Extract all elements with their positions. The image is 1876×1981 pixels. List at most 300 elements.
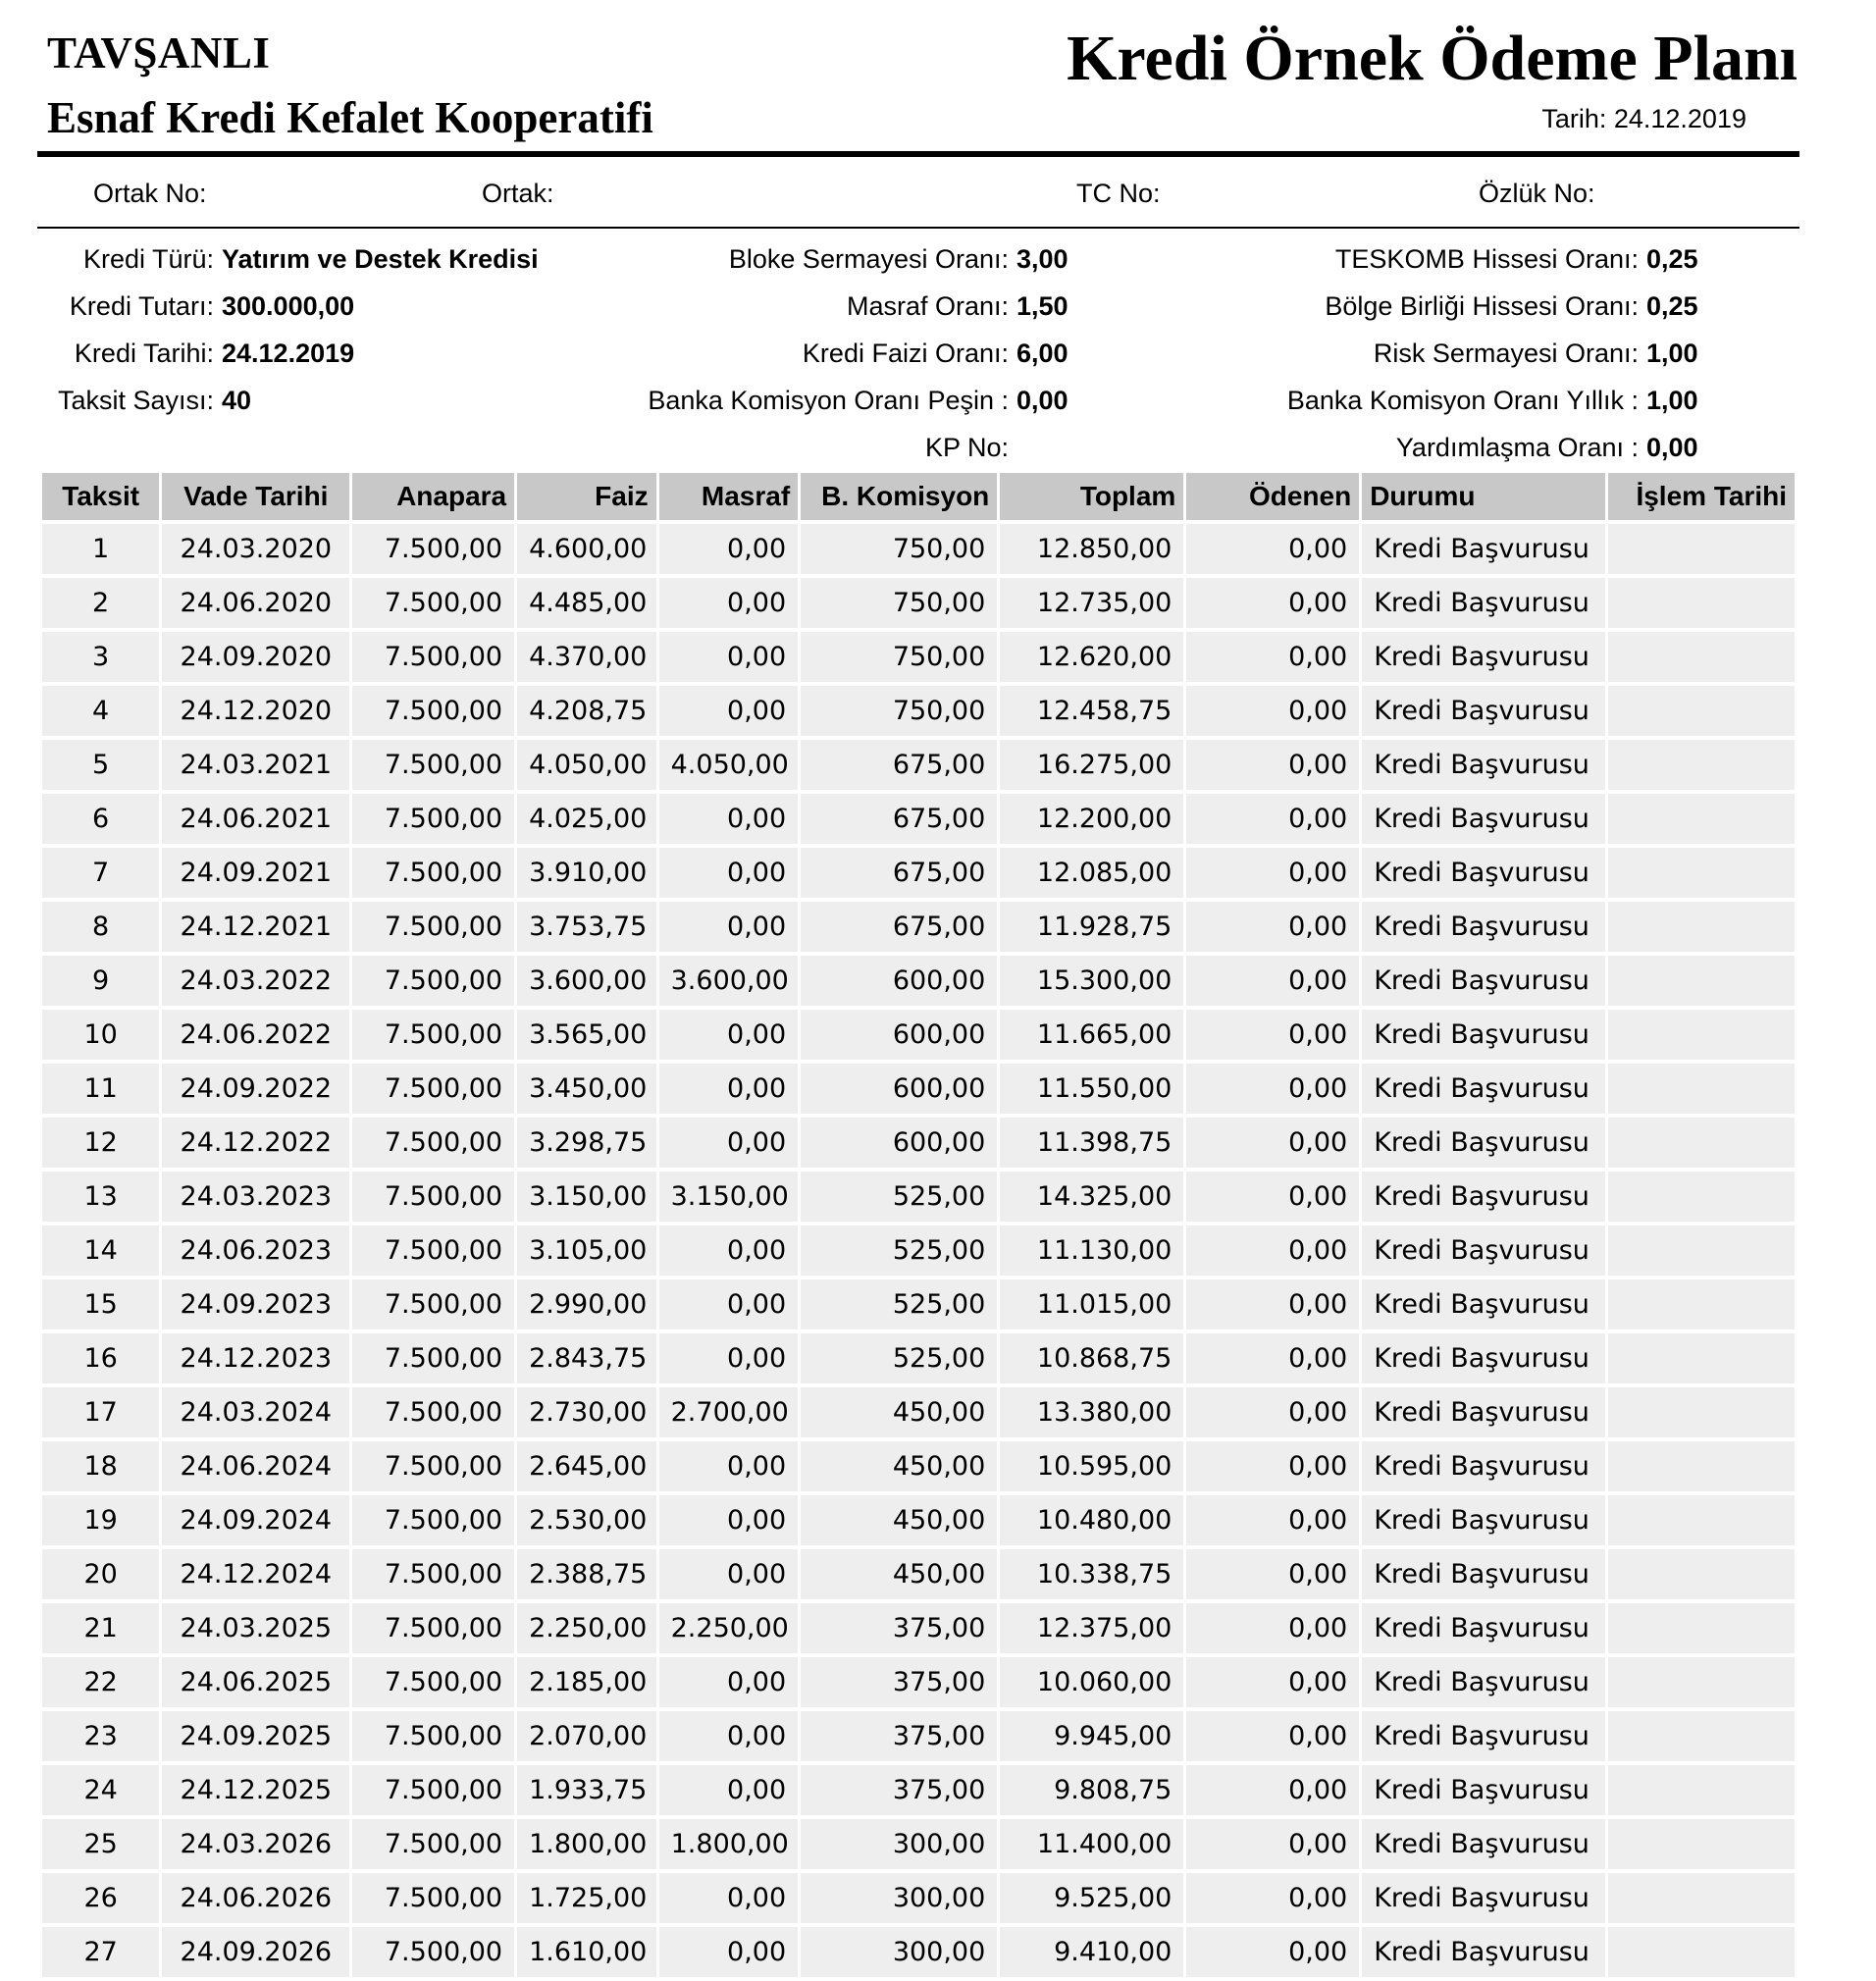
kredi-tutari-label: Kredi Tutarı: xyxy=(69,291,214,321)
table-row xyxy=(42,1873,1795,1923)
cell-odenen: 0,00 xyxy=(1186,1333,1359,1383)
header-odenen: Ödenen xyxy=(1186,473,1359,520)
cell-b-komisyon: 525,00 xyxy=(801,1333,997,1383)
cell-islem-tarihi xyxy=(1608,1172,1795,1222)
cell-islem-tarihi xyxy=(1608,686,1795,736)
cell-masraf: 0,00 xyxy=(659,524,799,574)
cell-vade-tarihi: 24.06.2024 xyxy=(162,1441,349,1491)
ortak-no-label: Ortak No: xyxy=(93,179,207,208)
cell-islem-tarihi xyxy=(1608,578,1795,628)
kredi-turu-value: Yatırım ve Destek Kredisi xyxy=(222,244,539,274)
cell-vade-tarihi: 24.06.2023 xyxy=(162,1225,349,1276)
yardim-label: Yardımlaşma Oranı : xyxy=(1395,433,1639,462)
cell-durumu: Kredi Başvurusu xyxy=(1362,1279,1605,1329)
cell-odenen: 0,00 xyxy=(1186,1279,1359,1329)
cell-faiz: 2.388,75 xyxy=(517,1549,656,1599)
cell-faiz: 2.070,00 xyxy=(517,1711,656,1761)
kredi-tutari-value: 300.000,00 xyxy=(222,291,355,321)
table-row xyxy=(42,1549,1795,1599)
cell-toplam: 10.480,00 xyxy=(1000,1495,1183,1545)
cell-vade-tarihi: 24.03.2026 xyxy=(162,1819,349,1869)
cell-vade-tarihi: 24.06.2021 xyxy=(162,794,349,844)
member-rule xyxy=(37,227,1799,229)
table-row xyxy=(42,1495,1795,1545)
cell-toplam: 16.275,00 xyxy=(1000,740,1183,790)
cell-b-komisyon: 375,00 xyxy=(801,1765,997,1815)
cell-vade-tarihi: 24.03.2021 xyxy=(162,740,349,790)
cell-vade-tarihi: 24.09.2025 xyxy=(162,1711,349,1761)
cell-islem-tarihi xyxy=(1608,1711,1795,1761)
cell-islem-tarihi xyxy=(1608,1064,1795,1114)
header-islem-tarihi: İşlem Tarihi xyxy=(1608,473,1795,520)
bolge-label: Bölge Birliği Hissesi Oranı: xyxy=(1325,291,1639,321)
cell-masraf: 0,00 xyxy=(659,1225,799,1276)
cell-odenen: 0,00 xyxy=(1186,1387,1359,1437)
header-masraf: Masraf xyxy=(659,473,799,520)
kredi-tarihi-label: Kredi Tarihi: xyxy=(74,339,214,368)
cell-anapara: 7.500,00 xyxy=(352,1387,514,1437)
cell-islem-tarihi xyxy=(1608,1657,1795,1707)
cell-toplam: 12.375,00 xyxy=(1000,1603,1183,1653)
cell-faiz: 3.600,00 xyxy=(517,956,656,1006)
cell-b-komisyon: 300,00 xyxy=(801,1873,997,1923)
cell-taksit: 8 xyxy=(42,902,159,952)
cell-odenen: 0,00 xyxy=(1186,848,1359,898)
cell-masraf: 4.050,00 xyxy=(659,740,799,790)
cell-masraf: 0,00 xyxy=(659,1657,799,1707)
table-row xyxy=(42,1225,1795,1276)
cell-islem-tarihi xyxy=(1608,956,1795,1006)
cell-durumu: Kredi Başvurusu xyxy=(1362,524,1605,574)
cell-faiz: 2.530,00 xyxy=(517,1495,656,1545)
cell-masraf: 0,00 xyxy=(659,578,799,628)
table-row xyxy=(42,1765,1795,1815)
cell-durumu: Kredi Başvurusu xyxy=(1362,1172,1605,1222)
cell-taksit: 1 xyxy=(42,524,159,574)
cell-toplam: 12.200,00 xyxy=(1000,794,1183,844)
cell-b-komisyon: 375,00 xyxy=(801,1603,997,1653)
document-title: Kredi Örnek Ödeme Planı xyxy=(1067,23,1798,94)
cell-masraf: 0,00 xyxy=(659,1333,799,1383)
cell-durumu: Kredi Başvurusu xyxy=(1362,1549,1605,1599)
cell-durumu: Kredi Başvurusu xyxy=(1362,1657,1605,1707)
cell-toplam: 9.808,75 xyxy=(1000,1765,1183,1815)
cell-taksit: 5 xyxy=(42,740,159,790)
cell-taksit: 10 xyxy=(42,1010,159,1060)
cell-vade-tarihi: 24.12.2023 xyxy=(162,1333,349,1383)
cell-masraf: 2.250,00 xyxy=(659,1603,799,1653)
cell-b-komisyon: 750,00 xyxy=(801,686,997,736)
risk-label: Risk Sermayesi Oranı: xyxy=(1373,339,1639,368)
cell-islem-tarihi xyxy=(1608,1819,1795,1869)
table-row xyxy=(42,1819,1795,1869)
cell-taksit: 9 xyxy=(42,956,159,1006)
cell-durumu: Kredi Başvurusu xyxy=(1362,1441,1605,1491)
cell-vade-tarihi: 24.03.2024 xyxy=(162,1387,349,1437)
cell-odenen: 0,00 xyxy=(1186,1711,1359,1761)
cell-taksit: 27 xyxy=(42,1927,159,1977)
cell-vade-tarihi: 24.09.2024 xyxy=(162,1495,349,1545)
cell-b-komisyon: 675,00 xyxy=(801,794,997,844)
cell-vade-tarihi: 24.09.2026 xyxy=(162,1927,349,1977)
cell-toplam: 12.735,00 xyxy=(1000,578,1183,628)
cell-faiz: 2.645,00 xyxy=(517,1441,656,1491)
cell-vade-tarihi: 24.06.2022 xyxy=(162,1010,349,1060)
cell-toplam: 13.380,00 xyxy=(1000,1387,1183,1437)
cell-anapara: 7.500,00 xyxy=(352,1873,514,1923)
cell-vade-tarihi: 24.12.2025 xyxy=(162,1765,349,1815)
cell-toplam: 14.325,00 xyxy=(1000,1172,1183,1222)
cell-odenen: 0,00 xyxy=(1186,1441,1359,1491)
header-vade-tarihi: Vade Tarihi xyxy=(162,473,349,520)
cell-islem-tarihi xyxy=(1608,902,1795,952)
cell-masraf: 0,00 xyxy=(659,1441,799,1491)
cell-durumu: Kredi Başvurusu xyxy=(1362,1819,1605,1869)
table-row xyxy=(42,1387,1795,1437)
table-row xyxy=(42,1603,1795,1653)
cell-masraf: 0,00 xyxy=(659,1064,799,1114)
cell-faiz: 3.450,00 xyxy=(517,1064,656,1114)
cell-b-komisyon: 375,00 xyxy=(801,1711,997,1761)
org-name-line2: Esnaf Kredi Kefalet Kooperatifi xyxy=(47,93,653,142)
cell-anapara: 7.500,00 xyxy=(352,1225,514,1276)
cell-masraf: 0,00 xyxy=(659,848,799,898)
cell-faiz: 1.610,00 xyxy=(517,1927,656,1977)
cell-vade-tarihi: 24.12.2022 xyxy=(162,1118,349,1168)
cell-anapara: 7.500,00 xyxy=(352,794,514,844)
cell-masraf: 0,00 xyxy=(659,1873,799,1923)
cell-odenen: 0,00 xyxy=(1186,1064,1359,1114)
cell-taksit: 2 xyxy=(42,578,159,628)
cell-masraf: 0,00 xyxy=(659,902,799,952)
cell-taksit: 14 xyxy=(42,1225,159,1276)
cell-b-komisyon: 300,00 xyxy=(801,1927,997,1977)
cell-masraf: 0,00 xyxy=(659,1549,799,1599)
cell-durumu: Kredi Başvurusu xyxy=(1362,1495,1605,1545)
cell-islem-tarihi xyxy=(1608,794,1795,844)
cell-islem-tarihi xyxy=(1608,1441,1795,1491)
cell-anapara: 7.500,00 xyxy=(352,1441,514,1491)
cell-anapara: 7.500,00 xyxy=(352,1657,514,1707)
cell-faiz: 4.370,00 xyxy=(517,632,656,682)
cell-odenen: 0,00 xyxy=(1186,956,1359,1006)
cell-masraf: 0,00 xyxy=(659,1010,799,1060)
cell-b-komisyon: 750,00 xyxy=(801,578,997,628)
cell-toplam: 9.525,00 xyxy=(1000,1873,1183,1923)
cell-durumu: Kredi Başvurusu xyxy=(1362,632,1605,682)
table-row xyxy=(42,794,1795,844)
cell-islem-tarihi xyxy=(1608,848,1795,898)
header-anapara: Anapara xyxy=(352,473,514,520)
cell-anapara: 7.500,00 xyxy=(352,1765,514,1815)
table-row xyxy=(42,848,1795,898)
table-row xyxy=(42,740,1795,790)
cell-durumu: Kredi Başvurusu xyxy=(1362,794,1605,844)
cell-faiz: 3.150,00 xyxy=(517,1172,656,1222)
cell-faiz: 4.208,75 xyxy=(517,686,656,736)
document-date: Tarih: 24.12.2019 xyxy=(1541,104,1746,133)
cell-islem-tarihi xyxy=(1608,1873,1795,1923)
bolge-value: 0,25 xyxy=(1646,291,1698,321)
table-row xyxy=(42,578,1795,628)
banka-yillik-value: 1,00 xyxy=(1646,386,1698,415)
cell-b-komisyon: 600,00 xyxy=(801,1118,997,1168)
cell-anapara: 7.500,00 xyxy=(352,1927,514,1977)
org-name-line1: TAVŞANLI xyxy=(47,28,271,78)
cell-vade-tarihi: 24.12.2020 xyxy=(162,686,349,736)
cell-odenen: 0,00 xyxy=(1186,632,1359,682)
cell-toplam: 12.620,00 xyxy=(1000,632,1183,682)
cell-anapara: 7.500,00 xyxy=(352,902,514,952)
header-faiz: Faiz xyxy=(517,473,656,520)
payment-plan-table xyxy=(39,469,1798,1981)
cell-vade-tarihi: 24.06.2020 xyxy=(162,578,349,628)
cell-vade-tarihi: 24.09.2020 xyxy=(162,632,349,682)
cell-taksit: 19 xyxy=(42,1495,159,1545)
table-row xyxy=(42,1172,1795,1222)
cell-b-komisyon: 525,00 xyxy=(801,1279,997,1329)
cell-masraf: 2.700,00 xyxy=(659,1387,799,1437)
cell-vade-tarihi: 24.06.2025 xyxy=(162,1657,349,1707)
cell-odenen: 0,00 xyxy=(1186,1657,1359,1707)
cell-durumu: Kredi Başvurusu xyxy=(1362,1010,1605,1060)
bloke-label: Bloke Sermayesi Oranı: xyxy=(728,244,1009,274)
kredi-tarihi-value: 24.12.2019 xyxy=(222,339,355,368)
cell-faiz: 4.025,00 xyxy=(517,794,656,844)
cell-anapara: 7.500,00 xyxy=(352,1172,514,1222)
cell-taksit: 24 xyxy=(42,1765,159,1815)
cell-anapara: 7.500,00 xyxy=(352,1711,514,1761)
cell-taksit: 15 xyxy=(42,1279,159,1329)
cell-durumu: Kredi Başvurusu xyxy=(1362,1765,1605,1815)
cell-masraf: 0,00 xyxy=(659,632,799,682)
banka-pesin-label: Banka Komisyon Oranı Peşin : xyxy=(648,386,1009,415)
cell-anapara: 7.500,00 xyxy=(352,1064,514,1114)
cell-islem-tarihi xyxy=(1608,524,1795,574)
teskomb-value: 0,25 xyxy=(1646,244,1698,274)
cell-anapara: 7.500,00 xyxy=(352,1603,514,1653)
cell-odenen: 0,00 xyxy=(1186,686,1359,736)
cell-toplam: 11.928,75 xyxy=(1000,902,1183,952)
tc-no-label: TC No: xyxy=(1076,179,1161,208)
cell-anapara: 7.500,00 xyxy=(352,1495,514,1545)
cell-toplam: 10.060,00 xyxy=(1000,1657,1183,1707)
cell-b-komisyon: 600,00 xyxy=(801,1010,997,1060)
cell-toplam: 12.458,75 xyxy=(1000,686,1183,736)
cell-durumu: Kredi Başvurusu xyxy=(1362,740,1605,790)
table-row xyxy=(42,1279,1795,1329)
cell-b-komisyon: 675,00 xyxy=(801,902,997,952)
cell-masraf: 0,00 xyxy=(659,1279,799,1329)
cell-vade-tarihi: 24.09.2023 xyxy=(162,1279,349,1329)
masraf-label: Masraf Oranı: xyxy=(846,291,1009,321)
cell-toplam: 11.398,75 xyxy=(1000,1118,1183,1168)
cell-vade-tarihi: 24.03.2022 xyxy=(162,956,349,1006)
kredi-turu-label: Kredi Türü: xyxy=(82,244,214,274)
table-row xyxy=(42,1711,1795,1761)
table-row xyxy=(42,1064,1795,1114)
cell-islem-tarihi xyxy=(1608,632,1795,682)
table-row xyxy=(42,632,1795,682)
cell-faiz: 1.933,75 xyxy=(517,1765,656,1815)
cell-toplam: 9.410,00 xyxy=(1000,1927,1183,1977)
cell-odenen: 0,00 xyxy=(1186,740,1359,790)
cell-masraf: 0,00 xyxy=(659,1765,799,1815)
cell-durumu: Kredi Başvurusu xyxy=(1362,1603,1605,1653)
cell-taksit: 11 xyxy=(42,1064,159,1114)
cell-durumu: Kredi Başvurusu xyxy=(1362,1225,1605,1276)
cell-durumu: Kredi Başvurusu xyxy=(1362,1064,1605,1114)
header-durumu: Durumu xyxy=(1362,473,1605,520)
cell-vade-tarihi: 24.12.2024 xyxy=(162,1549,349,1599)
header-rule xyxy=(37,151,1799,157)
cell-durumu: Kredi Başvurusu xyxy=(1362,1387,1605,1437)
faiz-label: Kredi Faizi Oranı: xyxy=(802,339,1009,368)
cell-b-komisyon: 450,00 xyxy=(801,1441,997,1491)
cell-odenen: 0,00 xyxy=(1186,1118,1359,1168)
cell-masraf: 0,00 xyxy=(659,1495,799,1545)
cell-faiz: 2.990,00 xyxy=(517,1279,656,1329)
cell-masraf: 3.150,00 xyxy=(659,1172,799,1222)
cell-taksit: 23 xyxy=(42,1711,159,1761)
cell-masraf: 0,00 xyxy=(659,1711,799,1761)
cell-islem-tarihi xyxy=(1608,1279,1795,1329)
cell-odenen: 0,00 xyxy=(1186,524,1359,574)
cell-b-komisyon: 525,00 xyxy=(801,1172,997,1222)
cell-faiz: 4.485,00 xyxy=(517,578,656,628)
teskomb-label: TESKOMB Hissesi Oranı: xyxy=(1334,244,1639,274)
cell-islem-tarihi xyxy=(1608,1549,1795,1599)
kp-no-label: KP No: xyxy=(924,433,1009,462)
masraf-value: 1,50 xyxy=(1016,291,1068,321)
cell-vade-tarihi: 24.09.2022 xyxy=(162,1064,349,1114)
cell-anapara: 7.500,00 xyxy=(352,848,514,898)
cell-toplam: 12.085,00 xyxy=(1000,848,1183,898)
cell-anapara: 7.500,00 xyxy=(352,1549,514,1599)
cell-durumu: Kredi Başvurusu xyxy=(1362,1873,1605,1923)
cell-faiz: 4.600,00 xyxy=(517,524,656,574)
bloke-value: 3,00 xyxy=(1016,244,1068,274)
cell-faiz: 2.250,00 xyxy=(517,1603,656,1653)
cell-odenen: 0,00 xyxy=(1186,1603,1359,1653)
cell-odenen: 0,00 xyxy=(1186,1549,1359,1599)
cell-durumu: Kredi Başvurusu xyxy=(1362,578,1605,628)
cell-b-komisyon: 300,00 xyxy=(801,1819,997,1869)
cell-odenen: 0,00 xyxy=(1186,1495,1359,1545)
cell-faiz: 2.185,00 xyxy=(517,1657,656,1707)
cell-toplam: 10.868,75 xyxy=(1000,1333,1183,1383)
cell-toplam: 10.338,75 xyxy=(1000,1549,1183,1599)
cell-faiz: 1.725,00 xyxy=(517,1873,656,1923)
cell-taksit: 7 xyxy=(42,848,159,898)
cell-anapara: 7.500,00 xyxy=(352,740,514,790)
cell-odenen: 0,00 xyxy=(1186,1873,1359,1923)
cell-vade-tarihi: 24.03.2025 xyxy=(162,1603,349,1653)
cell-durumu: Kredi Başvurusu xyxy=(1362,1711,1605,1761)
cell-anapara: 7.500,00 xyxy=(352,524,514,574)
cell-masraf: 1.800,00 xyxy=(659,1819,799,1869)
table-row xyxy=(42,902,1795,952)
cell-taksit: 20 xyxy=(42,1549,159,1599)
cell-durumu: Kredi Başvurusu xyxy=(1362,902,1605,952)
cell-taksit: 16 xyxy=(42,1333,159,1383)
table-row xyxy=(42,1657,1795,1707)
banka-yillik-label: Banka Komisyon Oranı Yıllık : xyxy=(1286,386,1639,415)
cell-faiz: 3.565,00 xyxy=(517,1010,656,1060)
cell-durumu: Kredi Başvurusu xyxy=(1362,1333,1605,1383)
table-row xyxy=(42,1441,1795,1491)
table-row xyxy=(42,956,1795,1006)
cell-taksit: 26 xyxy=(42,1873,159,1923)
cell-faiz: 2.730,00 xyxy=(517,1387,656,1437)
cell-b-komisyon: 750,00 xyxy=(801,632,997,682)
cell-toplam: 11.400,00 xyxy=(1000,1819,1183,1869)
cell-taksit: 12 xyxy=(42,1118,159,1168)
cell-b-komisyon: 450,00 xyxy=(801,1495,997,1545)
cell-masraf: 3.600,00 xyxy=(659,956,799,1006)
ortak-label: Ortak: xyxy=(482,179,554,208)
cell-b-komisyon: 600,00 xyxy=(801,956,997,1006)
cell-toplam: 12.850,00 xyxy=(1000,524,1183,574)
risk-value: 1,00 xyxy=(1646,339,1698,368)
cell-taksit: 22 xyxy=(42,1657,159,1707)
cell-vade-tarihi: 24.03.2020 xyxy=(162,524,349,574)
cell-taksit: 3 xyxy=(42,632,159,682)
cell-islem-tarihi xyxy=(1608,1010,1795,1060)
header-b-komisyon: B. Komisyon xyxy=(801,473,997,520)
table-header-row xyxy=(42,473,1795,520)
header-toplam: Toplam xyxy=(1000,473,1183,520)
cell-durumu: Kredi Başvurusu xyxy=(1362,956,1605,1006)
cell-anapara: 7.500,00 xyxy=(352,686,514,736)
cell-vade-tarihi: 24.03.2023 xyxy=(162,1172,349,1222)
cell-odenen: 0,00 xyxy=(1186,794,1359,844)
cell-odenen: 0,00 xyxy=(1186,578,1359,628)
cell-vade-tarihi: 24.09.2021 xyxy=(162,848,349,898)
yardim-value: 0,00 xyxy=(1646,433,1698,462)
cell-anapara: 7.500,00 xyxy=(352,1010,514,1060)
cell-odenen: 0,00 xyxy=(1186,1765,1359,1815)
cell-durumu: Kredi Başvurusu xyxy=(1362,1118,1605,1168)
cell-durumu: Kredi Başvurusu xyxy=(1362,1927,1605,1977)
cell-anapara: 7.500,00 xyxy=(352,578,514,628)
cell-odenen: 0,00 xyxy=(1186,1172,1359,1222)
header-taksit: Taksit xyxy=(42,473,159,520)
cell-toplam: 11.550,00 xyxy=(1000,1064,1183,1114)
cell-faiz: 3.298,75 xyxy=(517,1118,656,1168)
cell-vade-tarihi: 24.06.2026 xyxy=(162,1873,349,1923)
cell-faiz: 1.800,00 xyxy=(517,1819,656,1869)
cell-islem-tarihi xyxy=(1608,1225,1795,1276)
cell-islem-tarihi xyxy=(1608,1333,1795,1383)
cell-islem-tarihi xyxy=(1608,740,1795,790)
cell-anapara: 7.500,00 xyxy=(352,1819,514,1869)
cell-toplam: 10.595,00 xyxy=(1000,1441,1183,1491)
cell-faiz: 3.753,75 xyxy=(517,902,656,952)
cell-toplam: 11.665,00 xyxy=(1000,1010,1183,1060)
taksit-sayisi-label: Taksit Sayısı: xyxy=(57,386,214,415)
cell-islem-tarihi xyxy=(1608,1603,1795,1653)
cell-taksit: 25 xyxy=(42,1819,159,1869)
cell-vade-tarihi: 24.12.2021 xyxy=(162,902,349,952)
table-body xyxy=(42,524,1795,1977)
cell-faiz: 2.843,75 xyxy=(517,1333,656,1383)
cell-b-komisyon: 750,00 xyxy=(801,524,997,574)
cell-b-komisyon: 675,00 xyxy=(801,848,997,898)
cell-durumu: Kredi Başvurusu xyxy=(1362,848,1605,898)
cell-islem-tarihi xyxy=(1608,1118,1795,1168)
banka-pesin-value: 0,00 xyxy=(1016,386,1068,415)
